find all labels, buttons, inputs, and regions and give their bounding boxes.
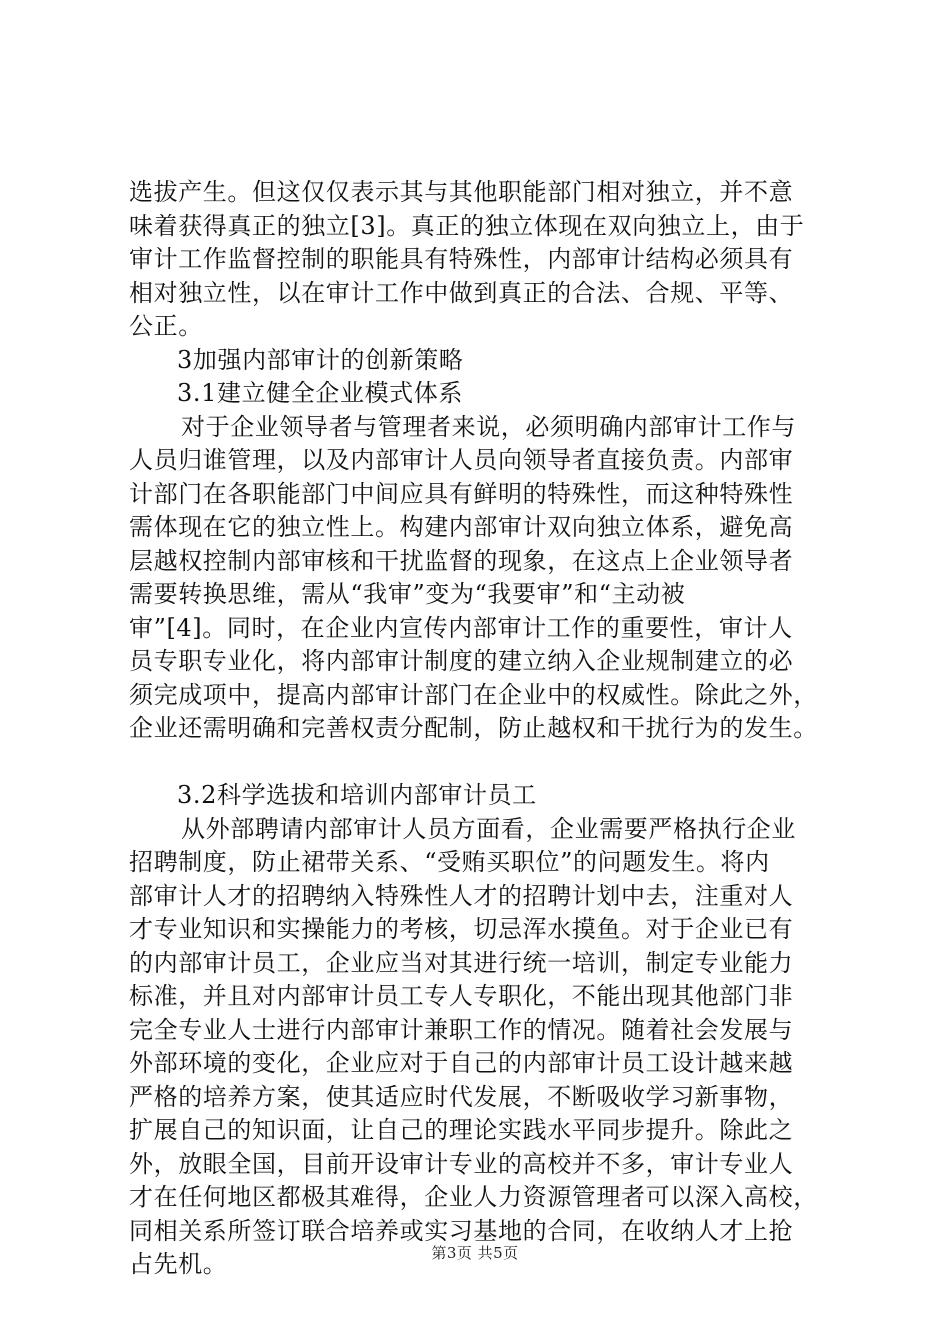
paragraph-line: 部审计人才的招聘纳入特殊性人才的招聘计划中去，注重对人: [129, 881, 794, 910]
paragraph-line: 审计工作监督控制的职能具有特殊性，内部审计结构必须具有: [129, 245, 794, 273]
paragraph-line: 外，放眼全国，目前开设审计专业的高校并不多，审计专业人: [129, 1149, 794, 1178]
paragraph-line: 需要转换思维，需从“我审”变为“我要审”和“主动被: [129, 580, 686, 608]
paragraph-line: 层越权控制内部审核和干扰监督的现象，在这点上企业领导者: [129, 546, 794, 575]
paragraph-line: 占先机。: [129, 1250, 228, 1278]
paragraph-line: 标准，并且对内部审计员工专人专职化，不能出现其他部门非: [129, 982, 794, 1010]
paragraph-line: 须完成项中，提高内部审计部门在企业中的权威性。除此之外，: [129, 680, 818, 709]
paragraph-line: 计部门在各职能部门中间应具有鲜明的特殊性，而这种特殊性: [129, 479, 794, 508]
paragraph-line: 从外部聘请内部审计人员方面看，企业需要严格执行企业: [181, 814, 796, 843]
paragraph-line: 外部环境的变化，企业应对于自己的内部审计员工设计越来越: [129, 1049, 794, 1077]
paragraph-line: 选拔产生。但这仅仅表示其与其他职能部门相对独立，并不意: [129, 178, 794, 206]
paragraph-line: 味着获得真正的独立[3]。真正的独立体现在双向独立上，由于: [129, 211, 805, 240]
paragraph-gap: [129, 746, 829, 780]
paragraph-line: 公正。: [129, 312, 203, 340]
paragraph-line: 需体现在它的独立性上。构建内部审计双向独立体系，避免高: [129, 513, 794, 541]
paragraph-line: 员专职专业化，将内部审计制度的建立纳入企业规制建立的必: [129, 647, 794, 675]
paragraph-line: 严格的培养方案，使其适应时代发展，不断吸收学习新事物，: [129, 1082, 794, 1111]
paragraph-line: 人员归谁管理，以及内部审计人员向领导者直接负责。内部审: [129, 446, 794, 474]
paragraph-line: 才专业知识和实操能力的考核，切忌浑水摸鱼。对于企业已有: [129, 915, 794, 943]
paragraph-line: 相对独立性，以在审计工作中做到真正的合法、合规、平等、: [129, 278, 794, 307]
paragraph-line: 完全专业人士进行内部审计兼职工作的情况。随着社会发展与: [129, 1015, 794, 1044]
subsection-heading: 3.2科学选拔和培训内部审计员工: [177, 781, 537, 809]
paragraph-line: 才在任何地区都极其难得，企业人力资源管理者可以深入高校，: [129, 1183, 818, 1211]
document-body: [129, 176, 829, 1282]
paragraph-line: 扩展自己的知识面，让自己的理论实践水平同步提升。除此之: [129, 1116, 794, 1144]
subsection-heading: 3.1建立健全企业模式体系: [177, 379, 463, 407]
paragraph-line: 的内部审计员工，企业应当对其进行统一培训，制定专业能力: [129, 948, 794, 977]
paragraph-line: 企业还需明确和完善权责分配制，防止越权和干扰行为的发生。: [129, 714, 818, 742]
paragraph-line: 审”[4]。同时，在企业内宣传内部审计工作的重要性，审计人: [129, 613, 793, 642]
paragraph-line: 对于企业领导者与管理者来说，必须明确内部审计工作与: [181, 412, 796, 441]
paragraph-line: 招聘制度，防止裙带关系、“受贿买职位”的问题发生。将内: [129, 848, 770, 876]
section-heading: 3加强内部审计的创新策略: [177, 345, 464, 374]
page-footer: 第3页 共5页: [431, 1244, 519, 1262]
paragraph-line: 同相关系所签订联合培养或实习基地的合同，在收纳人才上抢: [129, 1216, 794, 1245]
